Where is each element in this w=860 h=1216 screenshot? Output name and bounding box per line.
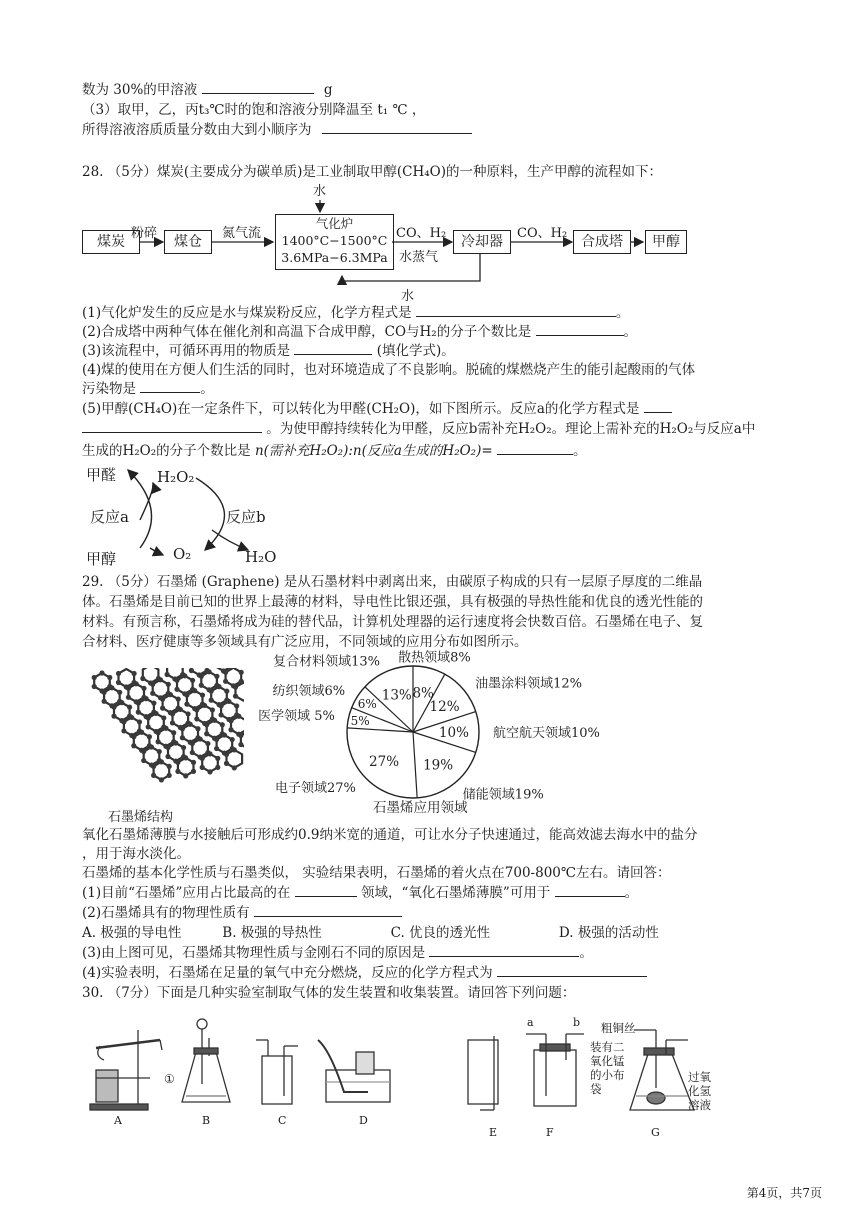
formaldehyde-label: 甲醛 [86, 466, 117, 484]
period: 。 [623, 324, 638, 340]
apparatus-label-b: B [202, 1114, 211, 1127]
pie-slice-value: 5% [350, 714, 370, 729]
h2o2-line: 过氧 [688, 1070, 711, 1084]
apparatus-label-d: D [359, 1114, 368, 1127]
pie-slice-value: 8% [412, 685, 434, 702]
h2o2-solution-label [688, 1070, 711, 1112]
co-h2-label-1: CO、H₂ [396, 226, 447, 241]
option-a[interactable]: A. 极强的导电性 [82, 925, 182, 941]
q28-4-text: 污染物是 [82, 381, 136, 397]
mno2-bag-label [590, 1040, 625, 1096]
apparatus-label-f: F [546, 1126, 554, 1139]
mno2-line: 袋 [590, 1082, 602, 1096]
label-b-tube: b [573, 1016, 581, 1029]
coal-box: 煤炭 [82, 230, 140, 254]
pie-slice-value: 13% [381, 687, 412, 704]
q29-para-5: 氧化石墨烯薄膜与水接触后可形成约0.9纳米宽的通道，可让水分子快速通过，能高效滤去海水中的盐分 [82, 827, 698, 843]
q29-para-7: 石墨烯的基本化学性质与石墨类似， 实验结果表明，石墨烯的着火点在700-800℃左右。请回答： [82, 865, 671, 881]
period: 。 [579, 945, 593, 961]
q29-para-3: 材料。有预言称，石墨烯将成为硅的替代品，计算机处理器的运行速度将会快数百倍。石墨烯在电子、复 [82, 614, 703, 630]
q28-3-suffix: (填化学式)。 [376, 343, 455, 359]
o2-label: O₂ [173, 545, 192, 563]
apparatus-g [630, 1030, 694, 1110]
pie-slice-label: 纺织领域6% [272, 684, 346, 700]
apparatus-a [90, 1030, 162, 1110]
option-b[interactable]: B. 极强的导热性 [222, 925, 322, 941]
methanol-label: 甲醇 [86, 550, 117, 568]
period: 。 [615, 305, 630, 321]
q27-fragment: 数为 30%的甲溶液 [82, 82, 198, 98]
option-c[interactable]: C. 优良的透光性 [390, 925, 491, 941]
apparatus-label-g: G [651, 1126, 660, 1139]
top-line-2: （3）取甲，乙，丙t₃℃时的饱和溶液分别降温至 t₁ ℃ ， [82, 102, 426, 118]
crush-label: 粉碎 [131, 226, 158, 241]
pie-slice-value: 12% [429, 698, 460, 715]
q29-4-text: (4)实验表明，石墨烯在足量的氧气中充分燃烧，反应的化学方程式为 [82, 965, 493, 981]
q28-1-text: (1)气化炉发生的反应是水与煤炭粉反应，化学方程式是 [82, 305, 412, 321]
period: 。 [624, 885, 639, 901]
mno2-line: 的小布 [590, 1068, 625, 1082]
pie-slice-label: 复合材料领域13% [273, 654, 381, 670]
pie-slice-label: 散热领域8% [398, 650, 471, 666]
q29-para-4: 合材料、医疗健康等多领域具有广泛应用，不同领域的应用分布如图所示。 [82, 634, 528, 650]
pie-slice-label: 医学领域 5% [258, 708, 335, 724]
pie-slice-value: 19% [423, 757, 454, 774]
period: 。 [572, 443, 587, 459]
copper-wire-label: 粗铜丝 [601, 1021, 636, 1035]
gasifier-name: 气化炉 [315, 216, 354, 231]
reaction-b-label: 反应b [226, 508, 266, 526]
apparatus-label-c: C [278, 1114, 287, 1127]
q29-3-text: (3)由上图可见，石墨烯其物理性质与金刚石不同的原因是 [82, 945, 426, 961]
h2o-label: H₂O [245, 548, 277, 566]
ratio-formula: n(需补充H₂O₂):n(反应a生成的H₂O₂)= [254, 443, 493, 459]
h2o2-line: 溶液 [688, 1098, 711, 1112]
apparatus-c [256, 1040, 298, 1104]
mno2-line: 氧化锰 [590, 1054, 625, 1068]
q28-5c-text: 生成的H₂O₂的分子个数比是 [82, 443, 251, 459]
pie-slice-label: 航空航天领域10% [493, 726, 600, 741]
page-number: 第4页，共7页 [746, 1186, 822, 1200]
apparatus-d [318, 1040, 390, 1102]
steam-label: 水蒸气 [399, 250, 439, 265]
water-top-label: 水 [313, 184, 327, 199]
pie-slice-label: 储能领域19% [462, 787, 544, 803]
cooler-box: 冷却器 [453, 230, 511, 254]
mno2-line: 装有二 [590, 1040, 625, 1054]
graphene-structure-caption: 石墨烯结构 [108, 810, 174, 825]
q28-2-text: (2)合成塔中两种气体在催化剂和高温下合成甲醇，CO与H₂的分子个数比是 [82, 324, 532, 340]
coal-bin-box: 煤仓 [164, 230, 212, 254]
synthesis-tower-box: 合成塔 [573, 230, 631, 254]
reaction-a-label: 反应a [90, 508, 129, 526]
apparatus-f [526, 1034, 584, 1106]
methanol-box: 甲醇 [645, 230, 687, 254]
pie-slice-value: 10% [438, 725, 469, 741]
pie-slice-value: 27% [369, 753, 400, 770]
q29-para-1: 29. （5分）石墨烯 (Graphene) 是从石墨材料中剥离出来，由碳原子构成的只有一层原子厚度的二维晶 [82, 574, 703, 590]
apparatus-label-e: E [489, 1126, 498, 1139]
period: 。 [200, 381, 214, 397]
q30-title: 30. （7分）下面是几种实验室制取气体的发生装置和收集装置。请回答下列问题： [82, 985, 576, 1001]
gasifier-temp: 1400°C−1500°C [281, 233, 388, 248]
apparatus-label-a: A [114, 1114, 122, 1127]
q29-1b-text: 领域，“氧化石墨烯薄膜”可用于 [361, 885, 551, 901]
q29-2-text: (2)石墨烯具有的物理性质有 [82, 905, 250, 921]
q28-5b-text: 。为使甲醇持续转化为甲醛，反应b需补充H₂O₂。理论上需补充的H₂O₂与反应a中 [266, 421, 756, 437]
water-bottom-label: 水 [401, 289, 415, 304]
h2o2-label: H₂O₂ [157, 468, 195, 486]
option-d[interactable]: D. 极强的活动性 [558, 925, 659, 941]
nitrogen-label: 氮气流 [222, 226, 262, 241]
pie-slice-label: 油墨涂料领域12% [475, 676, 583, 692]
apparatus-e [468, 1036, 498, 1110]
q29-1a-text: (1)目前“石墨烯”应用占比最高的在 [82, 885, 291, 901]
label-circle-1: ① [164, 1072, 175, 1086]
q29-para-6: ，用于海水淡化。 [82, 846, 190, 862]
q29-para-2: 体。石墨烯是目前已知的世界上最薄的材料，导电性比银还强，具有极强的导热性能和优良的透光性能的 [82, 594, 703, 610]
q28-title: 28. （5分）煤炭(主要成分为碳单质)是工业制取甲醇(CH₄O)的一种原料，生产甲醇的流程如下： [82, 164, 662, 180]
q27-3-text: 所得溶液溶质质量分数由大到小顺序为 [82, 122, 312, 138]
label-a-tube: a [527, 1016, 534, 1029]
q28-5-text: (5)甲醇(CH₄O)在一定条件下，可以转化为甲醛(CH₂O)，如下图所示。反应a的化学方程式是 [82, 401, 640, 417]
pie-slice-label: 电子领域27% [274, 781, 356, 797]
co-h2-label-2: CO、H₂ [517, 226, 568, 241]
apparatus-b [182, 1019, 230, 1102]
chart-title: 石墨烯应用领域 [373, 800, 468, 816]
pie-slice-value: 6% [357, 697, 377, 712]
q28-3-text: (3)该流程中，可循环再用的物质是 [82, 343, 291, 359]
unit-g: g [323, 82, 333, 98]
gasifier-pressure: 3.6MPa−6.3MPa [281, 250, 388, 265]
q28-item-4: (4)煤的使用在方便人们生活的同时，也对环境造成了不良影响。脱硫的煤燃烧产生的能引起酸雨的气体 [82, 362, 696, 378]
h2o2-line: 化氢 [688, 1084, 711, 1098]
